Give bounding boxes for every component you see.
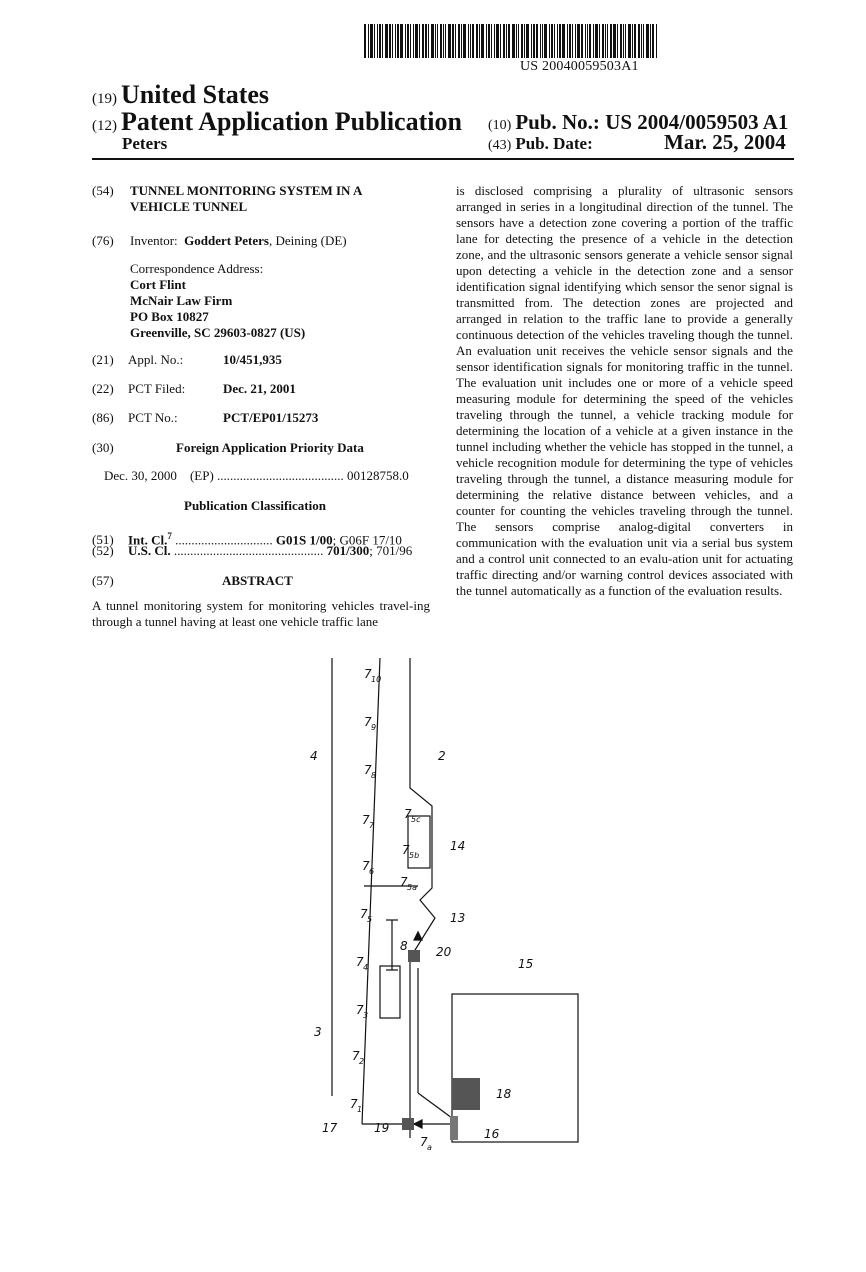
sensor-sub: 5: [367, 915, 373, 924]
ref-label: 20: [436, 945, 452, 959]
barcode-bar: [448, 24, 451, 58]
barcode-bar: [468, 24, 469, 58]
sensor-label: 7: [362, 813, 370, 827]
barcode-bar: [392, 24, 393, 58]
barcode-bar: [613, 24, 616, 58]
barcode-bar: [472, 24, 474, 58]
pubno-code: (10): [488, 118, 512, 133]
ref-label: 14: [450, 839, 466, 853]
sensor-sub: 5c: [411, 815, 421, 824]
barcode-bar: [500, 24, 501, 58]
barcode-bar: [643, 24, 644, 58]
control-room: [452, 994, 578, 1142]
barcode-bar: [623, 24, 624, 58]
barcode-bar: [479, 24, 480, 58]
sensor-label: 7: [364, 715, 372, 729]
field-code: (21): [92, 352, 114, 367]
barcode-bar: [470, 24, 471, 58]
intcl-label: Int. Cl.: [128, 532, 168, 548]
title-line: VEHICLE TUNNEL: [130, 199, 248, 214]
barcode-bar: [581, 24, 583, 58]
pct-number: PCT/EP01/15273: [223, 410, 319, 425]
ref-label: 16: [484, 1127, 500, 1141]
barcode-bar: [374, 24, 375, 58]
barcode-bar: [422, 24, 424, 58]
inventor-name: Goddert Peters: [184, 233, 269, 248]
barcode-bar: [382, 24, 383, 58]
barcode-bar: [379, 24, 381, 58]
barcode-bar: [569, 24, 571, 58]
barcode-bar: [557, 24, 558, 58]
barcode-bar: [506, 24, 507, 58]
signal-device-20: [408, 950, 420, 962]
barcode-bar: [486, 24, 487, 58]
country: United States: [121, 80, 270, 109]
barcode-bar: [377, 24, 378, 58]
pct-filed-field: [92, 381, 185, 397]
correspondence-line: PO Box 10827: [130, 309, 209, 324]
barcode-bar: [536, 24, 538, 58]
pct-no-field: [92, 410, 178, 426]
barcode-bar: [533, 24, 535, 58]
arrow: [414, 932, 422, 940]
barcode-bar: [620, 24, 622, 58]
sensor-sub: a: [427, 1143, 432, 1152]
barcode-bar: [437, 24, 438, 58]
correspondence-line: Cort Flint: [130, 277, 186, 292]
barcode-bar: [526, 24, 529, 58]
barcode-bar: [415, 24, 418, 58]
intcl-rest: ; G06F 17/10: [332, 532, 402, 548]
sensor-label: 7: [352, 1049, 360, 1063]
signal-line-2: [418, 1093, 452, 1118]
foreign-dots: .......................................: [217, 468, 344, 483]
pct-filed-label: PCT Filed:: [128, 381, 186, 396]
barcode-bar: [407, 24, 409, 58]
abstract-right: is disclosed comprising a plurality of ultrasonic sensors arranged in series in a longitudinal direction of the tunnel. The sensors have a detection zone covering a portion of the traffic lane for detecting the presence of a vehicle in the detection zone, and the ultrasonic sensors generate a vehicle sensor signal upon detecting a vehicle in the detection zone and a sensor identification signal identifying which sensor the senor signal is transmitted from. The detection zones are projected and arranged in relation to the traffic lane to provide a generally continuous detection of the vehicles traveling though the tunnel. An evaluation unit receives the vehicle sensor signals and the sensor identification signals for monitoring traffic in the tunnel. The evaluation unit includes one or more of a vehicle speed measuring module for determining the speed of the vehicles traveling through the tunnel, a vehicle tracking module for determining the location of a vehicle at a given instance in the tunnel including whether the vehicle has stopped in the tunnel, a vehicle recognition module for determining the type of vehicles traveling through the tunnel, a distance measuring module for determining the relative distance between vehicles, and a counter for counting the vehicles traveling through the tunnel. The sensors comprise analog-digital converters in communication with the evaluation unit via a serial bus system and a control unit connected to an evalu-ation unit for actuating traffic directing and/or warning control devices associated with the tunnel automatically as a function of the evaluation results.: [456, 183, 793, 598]
field-code: (30): [92, 440, 114, 455]
barcode-bar: [595, 24, 598, 58]
barcode-bar: [503, 24, 505, 58]
sensor-sub: 7: [369, 821, 375, 830]
barcode-bar: [397, 24, 399, 58]
sensor-sub: 5a: [407, 883, 417, 892]
barcode-bar: [455, 24, 456, 58]
barcode: [364, 24, 792, 58]
barcode-bar: [572, 24, 573, 58]
sensor-label: 7: [400, 875, 408, 889]
barcode-bar: [445, 24, 446, 58]
sensor-label: 7: [350, 1097, 358, 1111]
barcode-bar: [575, 24, 576, 58]
barcode-bar: [625, 24, 626, 58]
tunnel-figure: [300, 648, 590, 1168]
sensor-sub: 10: [371, 675, 382, 684]
sensor-label: 7: [356, 955, 364, 969]
barcode-bar: [641, 24, 642, 58]
field-code: (52): [92, 543, 114, 558]
sensor-sub: 8: [371, 771, 377, 780]
uscl-row: [92, 543, 432, 559]
sensor-sub: 5b: [409, 851, 420, 860]
uscl-main: 701/300: [326, 543, 370, 558]
barcode-bar: [395, 24, 396, 58]
ref-label: 13: [450, 911, 466, 925]
abstract-left: A tunnel monitoring system for monitoring vehicles travel-ing through a tunnel having at least one vehicle traffic lane: [92, 598, 430, 629]
abstract-field: [92, 573, 128, 589]
inventor-location: , Deining (DE): [269, 233, 347, 248]
pubtype-code: (12): [92, 118, 117, 134]
barcode-bar: [544, 24, 547, 58]
barcode-bar: [577, 24, 580, 58]
barcode-bar: [524, 24, 525, 58]
barcode-bar: [405, 24, 406, 58]
sensor-label: 7: [404, 807, 412, 821]
barcode-bar: [516, 24, 517, 58]
barcode-bar: [494, 24, 495, 58]
barcode-bar: [585, 24, 586, 58]
barcode-bar: [605, 24, 606, 58]
country-heading: [92, 80, 269, 110]
sensor-label: 7: [420, 1135, 428, 1149]
arrow: [414, 1120, 422, 1128]
barcode-bar: [593, 24, 594, 58]
ref-label: 8: [400, 939, 408, 953]
field-code: (86): [92, 410, 114, 425]
barcode-bar: [531, 24, 532, 58]
barcode-bar: [638, 24, 640, 58]
barcode-bar: [370, 24, 373, 58]
barcode-bar: [463, 24, 466, 58]
uscl-dots: ..............................................: [173, 543, 324, 558]
field-code: (22): [92, 381, 114, 396]
barcode-bar: [554, 24, 555, 58]
pubdate-code: (43): [488, 138, 512, 153]
abstract-heading: ABSTRACT: [222, 573, 293, 588]
barcode-bar: [562, 24, 565, 58]
sensor-sub: 2: [359, 1057, 365, 1066]
barcode-bar: [549, 24, 550, 58]
barcode-bar: [428, 24, 429, 58]
barcode-bar: [488, 24, 490, 58]
barcode-bar: [481, 24, 484, 58]
publication-type: Patent Application Publication: [121, 107, 462, 136]
barcode-bar: [617, 24, 618, 58]
foreign-number: 00128758.0: [347, 468, 409, 483]
barcode-bar: [542, 24, 543, 58]
ref-label: 17: [322, 1121, 338, 1135]
barcode-bar: [400, 24, 403, 58]
field-code: (76): [92, 233, 114, 248]
evaluation-unit-18: [452, 1078, 480, 1110]
pubdate-label: Pub. Date:: [515, 134, 593, 153]
intcl-main: G01S 1/00: [275, 532, 333, 548]
publication-type-heading: [92, 107, 462, 137]
control-unit-16: [450, 1116, 458, 1140]
barcode-bar: [443, 24, 444, 58]
barcode-bar: [646, 24, 649, 58]
field-code: (51): [92, 532, 114, 548]
sensor-sub: 6: [369, 867, 375, 876]
inventor: [130, 233, 347, 249]
barcode-bar: [540, 24, 541, 58]
sensor-label: 7: [364, 667, 372, 681]
barcode-bar: [652, 24, 654, 58]
vehicle: [380, 966, 400, 1018]
appl-number: 10/451,935: [223, 352, 282, 367]
barcode-bar: [587, 24, 588, 58]
foreign-heading: Foreign Application Priority Data: [176, 440, 364, 455]
ref-label: 18: [496, 1087, 512, 1101]
title-line: TUNNEL MONITORING SYSTEM IN A: [130, 183, 363, 198]
barcode-bar: [413, 24, 414, 58]
correspondence-label: Correspondence Address:: [130, 261, 264, 276]
sensor-label: 7: [364, 763, 372, 777]
barcode-bar: [364, 24, 366, 58]
barcode-bar: [440, 24, 442, 58]
sensor-label: 7: [402, 843, 410, 857]
pubclass-heading: Publication Classification: [184, 498, 326, 513]
barcode-bar: [634, 24, 636, 58]
ref-label: 2: [438, 749, 446, 763]
intcl-dots: ..............................: [175, 532, 273, 548]
appl-field: [92, 352, 183, 368]
correspondence-line: Greenville, SC 29603-0827 (US): [130, 325, 306, 340]
field-code: (54): [92, 183, 114, 198]
pub-date-label: [488, 134, 593, 154]
control-device-19: [402, 1118, 414, 1130]
correspondence-line: McNair Law Firm: [130, 293, 233, 308]
foreign-country: (EP): [189, 468, 214, 483]
barcode-bar: [419, 24, 420, 58]
barcode-bar: [491, 24, 492, 58]
barcode-bar: [368, 24, 369, 58]
sensor-label: 7: [356, 1003, 364, 1017]
barcode-bar: [602, 24, 604, 58]
inventor-surname: Peters: [122, 134, 168, 153]
sensor-sub: 9: [371, 723, 377, 732]
foreign-priority-row: [104, 468, 430, 484]
barcode-bar: [567, 24, 568, 58]
barcode-bar: [476, 24, 478, 58]
pubno-label: Pub. No.:: [515, 110, 600, 134]
pct-no-label: PCT No.:: [128, 410, 178, 425]
sensor-label: 7: [362, 859, 370, 873]
inventor-field: [92, 233, 128, 249]
barcode-bar: [435, 24, 436, 58]
pubno-value: US 2004/0059503 A1: [605, 110, 789, 134]
sensor-sub: 1: [357, 1105, 363, 1114]
pub-date: Mar. 25, 2004: [664, 130, 786, 154]
field-code: (57): [92, 573, 114, 588]
foreign-date: Dec. 30, 2000: [104, 468, 177, 483]
barcode-bar: [632, 24, 633, 58]
barcode-bar: [389, 24, 391, 58]
ref-label: 3: [314, 1025, 322, 1039]
barcode-bar: [512, 24, 515, 58]
sensor-sub: 3: [363, 1011, 369, 1020]
uscl-rest: ; 701/96: [369, 543, 413, 558]
title-field: [92, 183, 128, 199]
appl-label: Appl. No.:: [128, 352, 184, 367]
barcode-bar: [607, 24, 608, 58]
barcode-bar: [461, 24, 462, 58]
intcl-sup: 7: [167, 531, 172, 541]
barcode-bar: [385, 24, 388, 58]
barcode-bar: [559, 24, 561, 58]
ref-label: 4: [310, 749, 318, 763]
title: [130, 183, 362, 215]
barcode-bar: [508, 24, 510, 58]
correspondence-address: [130, 261, 305, 341]
barcode-bar: [656, 24, 657, 58]
barcode-bar: [452, 24, 454, 58]
pct-filed-date: Dec. 21, 2001: [223, 381, 296, 396]
barcode-bar: [425, 24, 427, 58]
barcode-bar: [518, 24, 519, 58]
barcode-bar: [458, 24, 460, 58]
barcode-bar: [521, 24, 523, 58]
inventor-label: Inventor:: [130, 233, 178, 248]
sensor-sub: 4: [363, 963, 369, 972]
barcode-bar: [410, 24, 411, 58]
barcode-bar: [599, 24, 600, 58]
barcode-bar: [589, 24, 591, 58]
country-code: (19): [92, 91, 117, 107]
barcode-bar: [650, 24, 651, 58]
barcode-bar: [610, 24, 612, 58]
tunnel-wall-right: [410, 658, 435, 1138]
sensor-label: 7: [360, 907, 368, 921]
barcode-bar: [628, 24, 631, 58]
barcode-bar: [496, 24, 499, 58]
barcode-bar: [431, 24, 434, 58]
barcode-number: US 20040059503A1: [520, 59, 639, 74]
ref-label: 19: [374, 1121, 390, 1135]
foreign-field: [92, 440, 128, 456]
header-rule: [92, 158, 794, 160]
uscl-label: U.S. Cl.: [128, 543, 171, 558]
ref-label: 15: [518, 957, 534, 971]
barcode-bar: [551, 24, 553, 58]
